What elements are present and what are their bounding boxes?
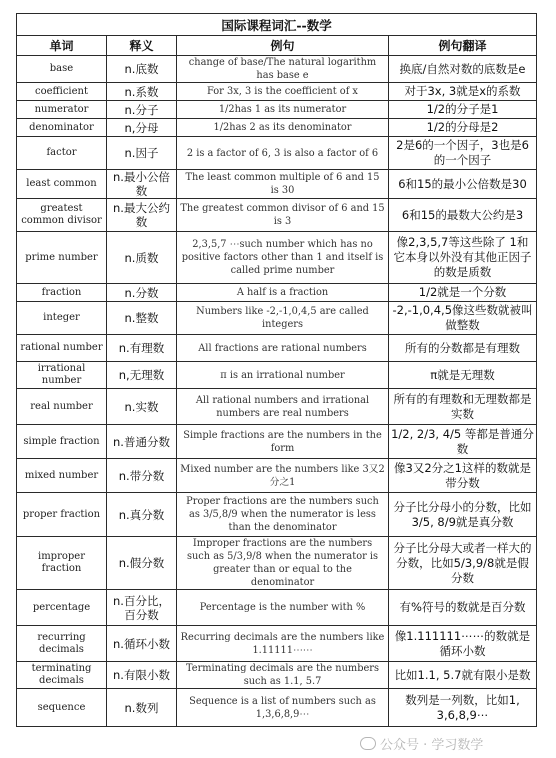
table-title: 国际课程词汇--数学 [17,14,537,36]
example-cell: 1/2has 2 as its denominator [177,119,389,137]
table-row [17,362,537,389]
translation-cell: 像2,3,5,7等这些除了 1和它本身以外没有其他正因子的数是质数 [389,232,537,284]
example-cell: Percentage is the number with % [177,590,389,626]
example-cell: All fractions are rational numbers [177,335,389,362]
word-cell: denominator [17,119,107,137]
word-cell: base [17,56,107,83]
table-row [17,170,537,199]
meaning-cell: n,无理数 [107,362,177,389]
example-cell: Sequence is a list of numbers such as 1,3,6,8,9⋯ [177,689,389,727]
meaning-cell: n.最小公倍数 [107,170,177,199]
translation-cell: 2是6的一个因子，3也是6的一个因子 [389,137,537,170]
translation-cell: 所有的有理数和无理数都是实数 [389,389,537,425]
example-cell: 1/2has 1 as its numerator [177,101,389,119]
word-cell: recurring decimals [17,626,107,662]
word-cell: numerator [17,101,107,119]
word-cell: percentage [17,590,107,626]
word-cell: proper fraction [17,493,107,537]
table-row [17,537,537,590]
meaning-cell: n.因子 [107,137,177,170]
meaning-cell: n.整数 [107,302,177,335]
vocabulary-table [16,13,537,727]
example-cell: Improper fractions are the numbers such as 5/3,9/8 when the numerator is greater than or equal to the denominator [177,537,389,590]
vocabulary-document [16,13,536,727]
header-example: 例句 [177,36,389,56]
meaning-cell: n.系数 [107,83,177,101]
example-cell: For 3x, 3 is the coefficient of x [177,83,389,101]
meaning-cell: n.数列 [107,689,177,727]
table-row [17,137,537,170]
translation-cell: 所有的分数都是有理数 [389,335,537,362]
table-body [17,56,537,727]
example-cell: Proper fractions are the numbers such as 3/5,8/9 when the numerator is less than the denominator [177,493,389,537]
example-cell: 2,3,5,7 ⋯such number which has no positive factors other than 1 and itself is called prime number [177,232,389,284]
meaning-cell: n.带分数 [107,459,177,493]
table-row [17,83,537,101]
example-cell: Recurring decimals are the numbers like 1.11111⋯⋯ [177,626,389,662]
translation-cell: 6和15的最数大公约是3 [389,199,537,232]
example-cell: Numbers like -2,-1,0,4,5 are called integers [177,302,389,335]
table-row [17,101,537,119]
word-cell: prime number [17,232,107,284]
watermark [360,734,483,753]
translation-cell: 数列是一列数，比如1, 3,6,8,9⋯ [389,689,537,727]
translation-cell: 1/2的分母是2 [389,119,537,137]
meaning-cell: n.有理数 [107,335,177,362]
example-cell: Simple fractions are the numbers in the form [177,425,389,459]
meaning-cell: n.质数 [107,232,177,284]
table-row [17,302,537,335]
example-cell: Terminating decimals are the numbers such as 1.1, 5.7 [177,662,389,689]
meaning-cell: n.百分比，百分数 [107,590,177,626]
wechat-icon [360,737,376,750]
translation-cell: 分子比分母小的分数，比如3/5, 8/9就是真分数 [389,493,537,537]
example-cell: The greatest common divisor of 6 and 15 is 3 [177,199,389,232]
header-meaning: 释义 [107,36,177,56]
translation-cell: 1/2的分子是1 [389,101,537,119]
translation-cell: 1/2, 2/3, 4/5 等都是普通分数 [389,425,537,459]
example-cell: The least common multiple of 6 and 15 is 30 [177,170,389,199]
word-cell: sequence [17,689,107,727]
example-cell: change of base/The natural logarithm has base e [177,56,389,83]
table-row [17,199,537,232]
example-cell: 2 is a factor of 6, 3 is also a factor of 6 [177,137,389,170]
meaning-cell: n.实数 [107,389,177,425]
example-cell: Mixed number are the numbers like 3又2分之1 [177,459,389,493]
word-cell: simple fraction [17,425,107,459]
translation-cell: 像1.111111⋯⋯的数就是循环小数 [389,626,537,662]
header-row [17,36,537,56]
word-cell: rational number [17,335,107,362]
word-cell: integer [17,302,107,335]
table-row [17,119,537,137]
meaning-cell: n.最大公约数 [107,199,177,232]
word-cell: fraction [17,284,107,302]
meaning-cell: n.底数 [107,56,177,83]
word-cell: terminating decimals [17,662,107,689]
table-row [17,56,537,83]
meaning-cell: n.真分数 [107,493,177,537]
translation-cell: 换底/自然对数的底数是e [389,56,537,83]
word-cell: real number [17,389,107,425]
table-row [17,689,537,727]
word-cell: least common [17,170,107,199]
meaning-cell: n.普通分数 [107,425,177,459]
word-cell: mixed number [17,459,107,493]
table-row [17,459,537,493]
example-cell: π is an irrational number [177,362,389,389]
table-row [17,232,537,284]
table-row [17,284,537,302]
table-row [17,335,537,362]
example-cell: All rational numbers and irrational numbers are real numbers [177,389,389,425]
meaning-cell: n.循环小数 [107,626,177,662]
meaning-cell: n,分母 [107,119,177,137]
meaning-cell: n.有限小数 [107,662,177,689]
example-cell: A half is a fraction [177,284,389,302]
translation-cell: 有%符号的数就是百分数 [389,590,537,626]
word-cell: improper fraction [17,537,107,590]
translation-cell: 1/2就是一个分数 [389,284,537,302]
watermark-text: 公众号 · 学习数学 [380,738,484,753]
word-cell: factor [17,137,107,170]
word-cell: irrational number [17,362,107,389]
table-row [17,493,537,537]
meaning-cell: n.分数 [107,284,177,302]
translation-cell: 像3又2分之1这样的数就是带分数 [389,459,537,493]
translation-cell: -2,-1,0,4,5像这些数就被叫做整数 [389,302,537,335]
table-row [17,662,537,689]
translation-cell: 比如1.1, 5.7就有限小是数 [389,662,537,689]
header-word: 单词 [17,36,107,56]
translation-cell: 对于3x, 3就是x的系数 [389,83,537,101]
table-row [17,425,537,459]
word-cell: coefficient [17,83,107,101]
translation-cell: 6和15的最小公倍数是30 [389,170,537,199]
meaning-cell: n.假分数 [107,537,177,590]
translation-cell: 分子比分母大或者一样大的分数，比如5/3,9/8就是假分数 [389,537,537,590]
table-row [17,626,537,662]
meaning-cell: n.分子 [107,101,177,119]
table-row [17,389,537,425]
translation-cell: π就是无理数 [389,362,537,389]
table-row [17,590,537,626]
word-cell: greatest common divisor [17,199,107,232]
header-translation: 例句翻译 [389,36,537,56]
